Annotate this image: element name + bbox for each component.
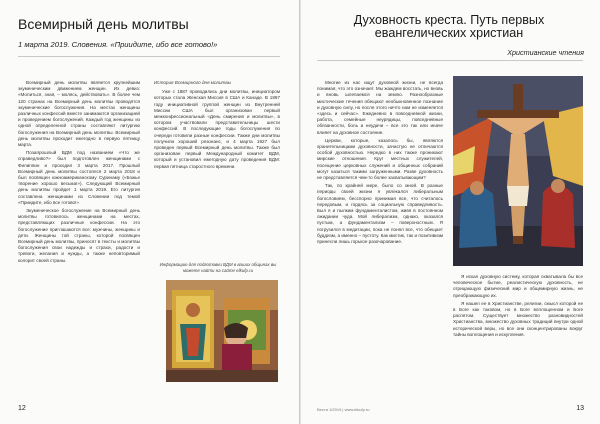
woman-with-icon-photo xyxy=(166,280,278,382)
paragraph: Так, по крайней мере, было со мной. В разные периоды своей жизни я увлекался либеральным богословием, бесспорно принимая все, что считалось передовым, и гордясь за социальную справедливость. Был я и пылким фундаменталистом, живя в постоянном ожидании чуда. Мой либерализм, однако, оказался пустым, а фундаментализм – поверхностным. Я погрузился в медитации, пока не понял все, что обещает буддизм, а именно – пустоту. Как мистик, так и позитивизм принесли лишь горькое разочарование. xyxy=(317,183,443,245)
crucifixion-painting xyxy=(453,76,583,266)
paragraph: Многие из нас ищут духовной жизни, не всегда понимая, что это означает. Мы жаждем восстать, но вновь и вновь шлепаемся на землю. Разнообразные мистические течения обещают необыкновенное познание и духовную силу, но после этого ничто нам не изменяется «здесь и сейчас». Ежедневно в повседневной жизни, работа, семейные неурядицы, повседневные обязанности, боль и неудачи – все это так или иначе влияет на духовное состояние. xyxy=(317,80,443,135)
paragraph: Уже с 1887 проводились дни молитвы, инициатором которых стала Женская Миссия в США и Канаде. В 1897 году инициативной группой женщин из Внутренней Миссии США был организован первый межконфессиональный «День смирения и молитвы», в котором участвовали представительницы шести конфессий. В последующие годы богослужения по очереди готовили разные конфессии. Также дни молитвы получили хороший резонанс, и 4 марта 1927 был проведен первый Всемирный день молитвы. Также был организован первый Международный комитет ВДМ, который и установил ежегодную дату проведения ВДМ: первая пятница старостного времени. xyxy=(154,89,280,169)
right-column-2 xyxy=(453,274,583,340)
left-page xyxy=(0,0,299,424)
paragraph: Всемирный день молитвы является крупнейшим экуменическим движением женщин. Их девиз: «Молиться, зная, – молясь, действовать». В более чем 120 странах на Всемирный день молитвы проводятся экуменические богослужения. На местах женщины различных конфессий вместе занимаются организацией и проведением богослужений. Каждый год женщины из одной определенной страны составляют литургию богослужения на Всемирный день молитвы. Всемирный день молитвы проходит ежегодно в первую пятницу марта. xyxy=(18,80,140,148)
page-number-left: 12 xyxy=(18,405,26,412)
right-page-subtitle: Христианские чтения xyxy=(507,48,584,57)
paragraph: Я нашел ее в Христианстве, религии, смысл которой не в Боге как таковом, но в Боге воплощенном и Боге распятом. Существует множество разновидностей Христианства, множество духовных традиций внутри одной исторической веры, но все они сконцентрированы вокруг тайны воплощения и искупления. xyxy=(453,300,583,337)
paragraph: Позапрошлый ВДМ под названием «Что же справедливо?» был подготовлен женщинами с Филиппин и проходил 3 марта 2017. Прошлый Всемирный день молитвы состоялся 2 марта 2018 и был посвящен южноамериканскому Суринаму («Божье творение хорошо весьма!»). Следующий Всемирный день молитвы пройдет 1 марта 2019. Его литургия составлена женщинами из Словении под темой «Приидите, ибо все готово!» xyxy=(18,150,140,205)
right-title-rule xyxy=(317,60,583,61)
painting-illustration xyxy=(453,76,583,266)
left-page-title: Всемирный день молитвы xyxy=(18,16,189,32)
left-title-rule xyxy=(18,56,280,57)
paragraph: Я искал духовную систему, которая охватывала бы все человеческое бытие, реалистическую духовность, не отрицающую физический мир и общемирную жизнь, не преображающую их. xyxy=(453,274,583,298)
page-number-right: 13 xyxy=(576,405,584,412)
photo-caption: Информацию для подготовки ВДМ в ваших общинах вы можете найти на сайте elkufp.ru xyxy=(159,262,277,273)
paragraph: Экуменическое богослужение на Всемирный день молитвы готовилось женщинами на местах, представляющих различные конфессии. На это богослужение приглашаются все: мужчины, женщины и дети. Женщины той страны, которой посвящен Всемирный день молитвы, приносят в тексты и молитвы богослужения свои надежды и страхи, радости и тревоги, желания и нужды, а также неповторимый колорит своей страны. xyxy=(18,208,140,263)
history-heading: История Всемирного дня молитвы xyxy=(154,80,232,85)
photo-illustration xyxy=(166,280,278,382)
left-column-1 xyxy=(18,80,140,266)
left-page-subtitle: 1 марта 2019. Словения. «Приидите, ибо все готово!» xyxy=(18,40,218,49)
left-column-2 xyxy=(154,80,280,172)
page-footer: Вести 1/2019 | www.elkufp.ru xyxy=(317,407,370,412)
right-page xyxy=(301,0,600,424)
right-page-title: Духовность креста. Путь первых евангелических христиан xyxy=(353,13,545,40)
right-column-1 xyxy=(317,80,443,247)
paragraph: Церкви, которые, казалось бы, являются хранительницами духовности, зачастую не отличаются особой духовностью. Нередко в них также проникают мирские отношения. Круг местных служителей, посещение церковных служений и общинных собраний могут казаться такими загруженными. Разве духовность не представляется чем-то более захватывающим? xyxy=(317,137,443,181)
